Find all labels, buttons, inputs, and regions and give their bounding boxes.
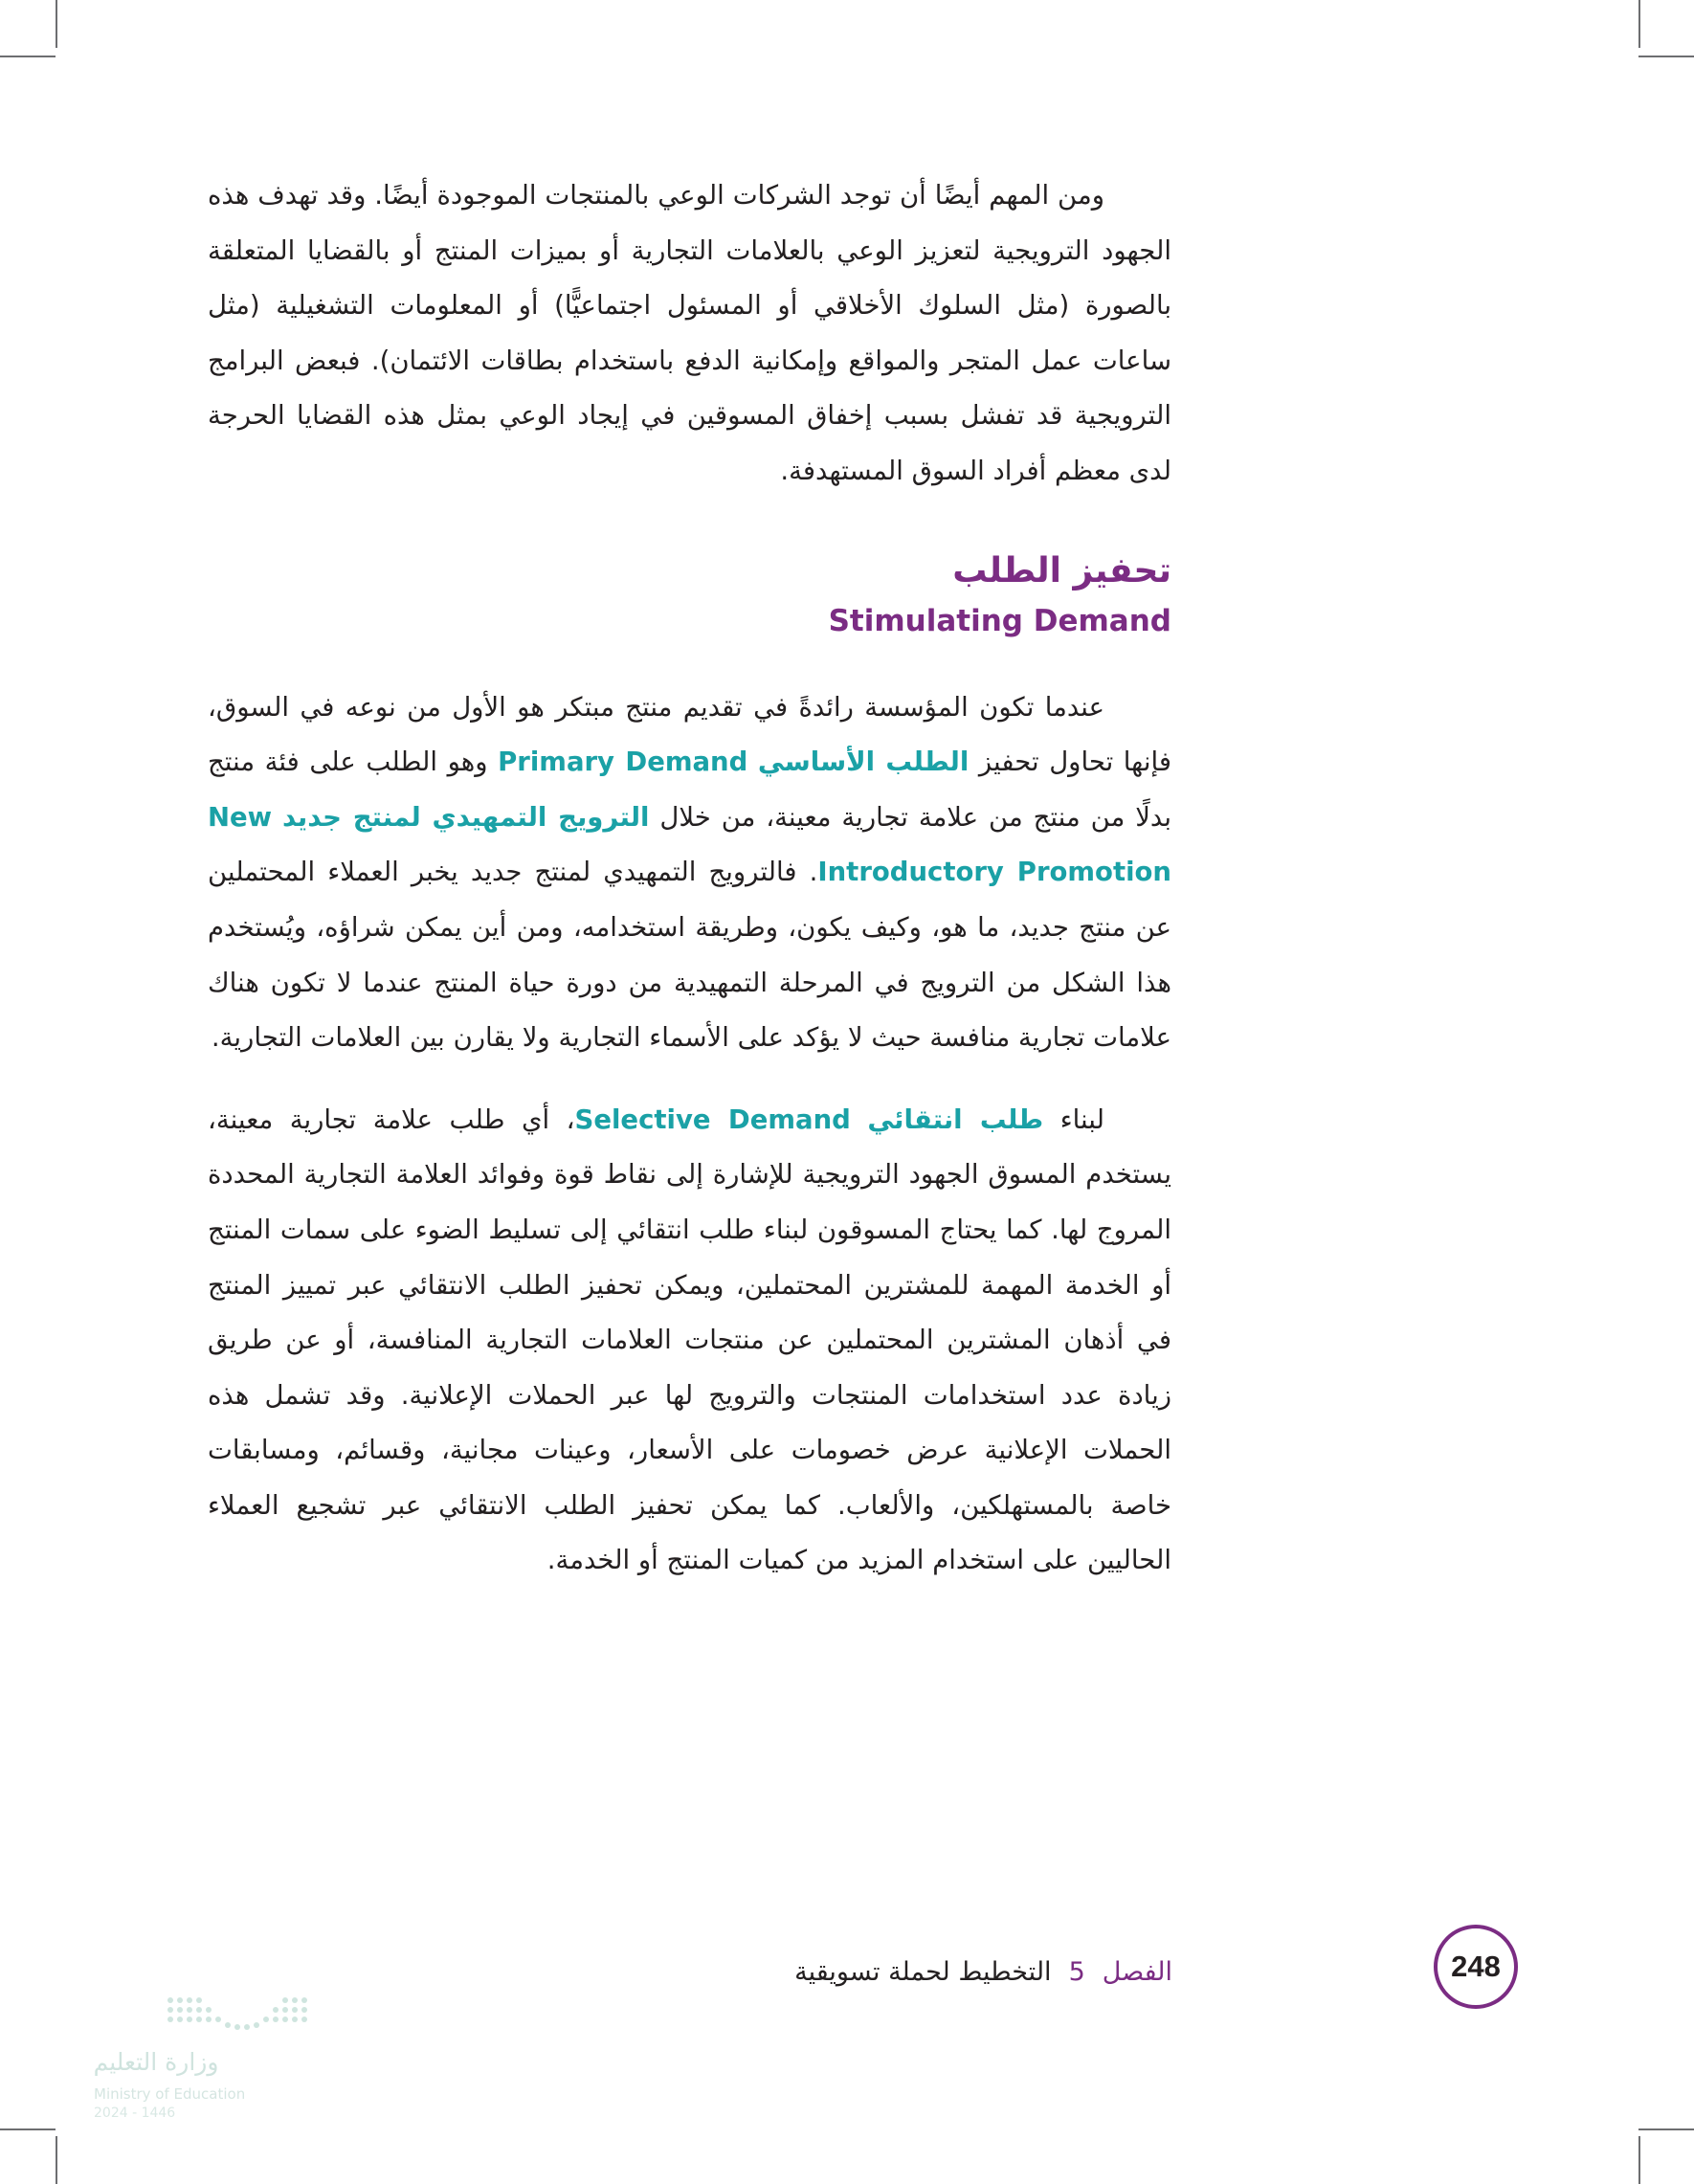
ministry-logo	[84, 1991, 314, 2121]
crop-mark	[56, 0, 57, 48]
crop-mark	[1638, 2128, 1694, 2130]
logo-dots-icon	[165, 1991, 318, 2037]
text-run: ، أي طلب علامة تجارية معينة، يستخدم المسوق الجهود الترويجية للإشارة إلى نقاط قوة وفوائد العلامة التجارية المحددة المروج لها. كما يحتاج المسوقون لبناء طلب انتقائي إلى تسليط الضوء على سمات المنتج أو الخدمة المهمة للمشترين المحتملين، ويمكن تحفيز الطلب الانتقائي عبر تمييز المنتج في أذهان المشترين المحتملين عن منتجات العلامات التجارية المنافسة، أو عن طريق زيادة عدد استخدامات المنتجات والترويج لها عبر الحملات الإعلانية. وقد تشمل هذه الحملات الإعلانية عرض خصومات على الأسعار، وعينات مجانية، وقسائم، ومسابقات خاصة بالمستهلكين، والألعاب. كما يمكن تحفيز الطلب الانتقائي عبر تشجيع العملاء الحاليين على استخدام المزيد من كميات المنتج أو الخدمة.	[208, 1103, 1171, 1576]
text-run: . فالترويج التمهيدي لمنتج جديد يخبر العملاء المحتملين عن منتج جديد، ما هو، وكيف يكون، وطريقة استخدامه، ومن أين يمكن شراؤه، ويُستخدم هذا الشكل من الترويج في المرحلة التمهيدية من دورة حياة المنتج عندما لا تكون هناك علامات تجارية منافسة حيث لا يؤكد على الأسماء التجارية ولا يقارن بين العلامات التجارية.	[208, 857, 1171, 1054]
paragraph-selective-demand	[208, 1093, 1171, 1589]
crop-mark	[56, 2136, 57, 2184]
chapter-label: الفصل	[1102, 1957, 1172, 1987]
chapter-title: التخطيط لحملة تسويقية	[794, 1957, 1052, 1987]
page-content	[208, 168, 1171, 1589]
crop-mark	[0, 2128, 56, 2130]
crop-mark	[1638, 56, 1694, 57]
section-title-ar: تحفيز الطلب	[952, 550, 1171, 591]
section-title-en: Stimulating Demand	[828, 603, 1171, 638]
page-number: 248	[1434, 1925, 1518, 2009]
text-run: وهو الطلب على فئة منتج بدلًا من منتج من علامة تجارية معينة، من خلال	[208, 747, 1171, 833]
crop-mark	[0, 56, 56, 57]
text-run: عندما تكون المؤسسة رائدةً في تقديم منتج مبتكر هو الأول من نوعه في السوق، فإنها تحاول تحفيز	[208, 691, 1172, 778]
term-selective-demand-ar: طلب انتقائي	[867, 1103, 1044, 1135]
logo-name-ar: وزارة التعليم	[93, 2048, 219, 2076]
logo-year: 2024 - 1446	[94, 2106, 176, 2121]
term-selective-demand-en: Selective Demand	[574, 1103, 851, 1135]
chapter-footer	[794, 1957, 1172, 1987]
term-primary-demand-en: Primary Demand	[498, 747, 748, 778]
chapter-number: 5	[1068, 1957, 1085, 1987]
crop-mark	[1638, 0, 1640, 48]
logo-name-en: Ministry of Education	[94, 2085, 246, 2103]
text-run: لبناء	[1059, 1103, 1104, 1135]
term-new-introductory-promotion-ar: الترويج التمهيدي لمنتج جديد	[282, 801, 650, 833]
crop-mark	[1638, 2136, 1640, 2184]
term-new-introductory-promotion-en: New Introductory Promotion	[208, 801, 1171, 888]
paragraph-awareness: ومن المهم أيضًا أن توجد الشركات الوعي بالمنتجات الموجودة أيضًا. وقد تهدف هذه الجهود الترويجية لتعزيز الوعي بالعلامات التجارية أو بميزات المنتج أو بالقضايا المتعلقة بالصورة (مثل السلوك الأخلاقي أو المسئول اجتماعيًّا) أو المعلومات التشغيلية (مثل ساعات عمل المتجر والمواقع وإمكانية الدفع باستخدام بطاقات الائتمان). فبعض البرامج الترويجية قد تفشل بسبب إخفاق المسوقين في إيجاد الوعي بمثل هذه القضايا الحرجة لدى معظم أفراد السوق المستهدفة.	[208, 180, 1171, 486]
term-primary-demand-ar: الطلب الأساسي	[757, 747, 970, 778]
paragraph-primary-demand	[208, 680, 1171, 1066]
